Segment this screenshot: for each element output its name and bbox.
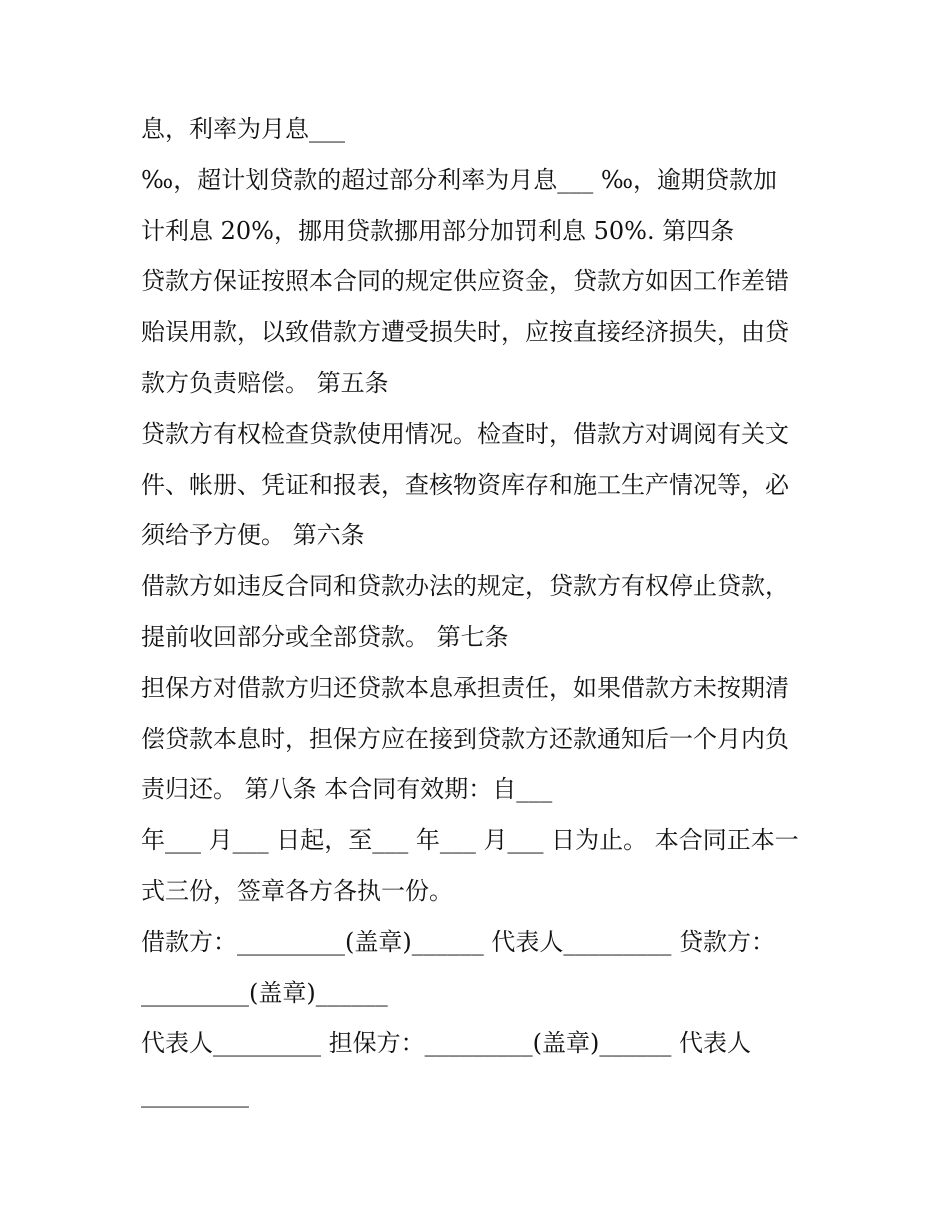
signature-line: _________ xyxy=(141,1080,249,1109)
text-line: 式三份，签章各方各执一份。 xyxy=(141,876,453,905)
text-line: 贻误用款，以致借款方遭受损失时，应按直接经济损失，由贷 xyxy=(141,318,789,347)
contract-body xyxy=(141,104,821,1120)
signature-line: 代表人_________ 担保方：_________(盖章)______ 代表人 xyxy=(141,1029,751,1058)
signature-line: 借款方：_________(盖章)______ 代表人_________ 贷款方： xyxy=(141,927,775,956)
text-line: 款方负责赔偿。 第五条 xyxy=(141,368,389,397)
text-line: 年___ 月___ 日起，至___ 年___ 月___ 日为止。 本合同正本一 xyxy=(141,826,799,855)
text-line: 责归还。 第八条 本合同有效期：自___ xyxy=(141,775,553,804)
text-line: 提前收回部分或全部贷款。 第七条 xyxy=(141,622,509,651)
text-line: 须给予方便。 第六条 xyxy=(141,521,365,550)
text-line: 件、帐册、凭证和报表，查核物资库存和施工生产情况等，必 xyxy=(141,470,789,499)
text-line: 贷款方有权检查贷款使用情况。检查时，借款方对调阅有关文 xyxy=(141,419,789,448)
text-line: 计利息 20%，挪用贷款挪用部分加罚利息 50%. 第四条 xyxy=(141,216,735,245)
text-line: 贷款方保证按照本合同的规定供应资金，贷款方如因工作差错 xyxy=(141,267,789,296)
text-line: 借款方如违反合同和贷款办法的规定，贷款方有权停止贷款， xyxy=(141,572,789,601)
text-line: ‰，超计划贷款的超过部分利率为月息___ ‰，逾期贷款加 xyxy=(141,165,778,194)
text-line: 担保方对借款方归还贷款本息承担责任，如果借款方未按期清 xyxy=(141,673,789,702)
signature-line: _________(盖章)______ xyxy=(141,978,388,1007)
text-line: 息，利率为月息___ xyxy=(141,115,345,143)
text-line: 偿贷款本息时，担保方应在接到贷款方还款通知后一个月内负 xyxy=(141,724,789,753)
